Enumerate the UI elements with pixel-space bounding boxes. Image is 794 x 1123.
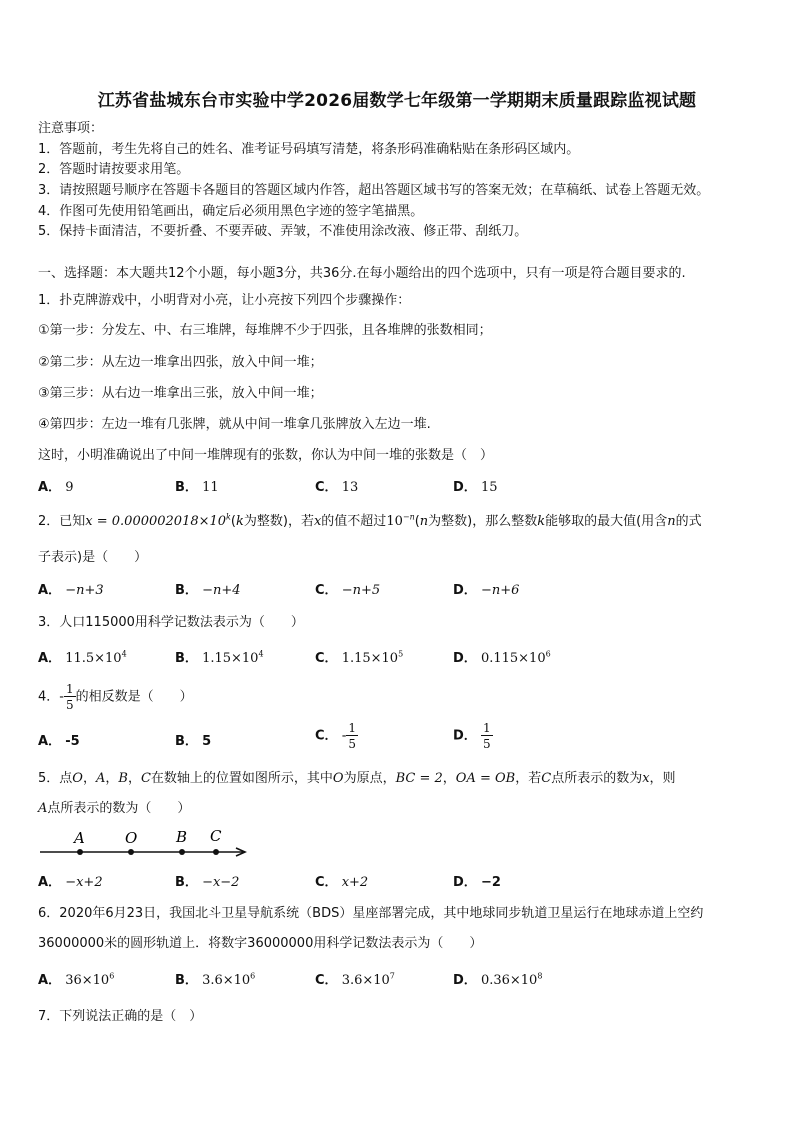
- question-2-option-b: B． −n+4: [175, 583, 241, 598]
- note-item: 4．作图可先使用铅笔画出，确定后必须用黑色字迹的签字笔描黑。: [38, 204, 424, 219]
- note-item: 3．请按照题号顺序在答题卡各题目的答题区域内作答，超出答题区域书写的答案无效；在草稿纸、试卷上答题无效。: [38, 183, 710, 198]
- question-2-option-c: C． −n+5: [315, 583, 381, 598]
- note-item: 5．保持卡面清洁，不要折叠、不要弄破、弄皱，不准使用涂改液、修正带、刮纸刀。: [38, 224, 528, 239]
- notes-heading: 注意事项：: [38, 121, 104, 136]
- question-5-stem-cont: A点所表示的数为（ ）: [38, 801, 191, 816]
- question-4-stem: 4．- $\frac{1}{5}$ 的相反数是（ ）: [38, 682, 193, 712]
- question-1-step: ②第二步：从左边一堆拿出四张，放入中间一堆；: [38, 355, 323, 370]
- point-a-label: A: [74, 829, 85, 847]
- question-6-stem-cont: 36000000米的圆形轨道上．将数字36000000用科学记数法表示为（ ）: [38, 936, 483, 951]
- question-6-option-c: C． $3.6\times 10^7$: [315, 971, 395, 988]
- question-2-stem-cont: 子表示)是（ ）: [38, 550, 148, 565]
- question-5-option-d: D． −2: [453, 875, 501, 890]
- question-3-option-a: A． $11.5\times 10^4$: [38, 649, 127, 666]
- question-1-option-a: A． 9: [38, 480, 74, 495]
- question-4-option-a: A． -5: [38, 734, 80, 749]
- question-6-option-b: B． $3.6\times 10^6$: [175, 971, 256, 988]
- question-6-option-a: A． $36\times 10^6$: [38, 971, 115, 988]
- point-c-dot: [213, 849, 219, 855]
- question-4-option-d: D． $\frac{1}{5}$: [453, 721, 491, 751]
- question-2-option-d: D． −n+6: [453, 583, 520, 598]
- question-7-stem: 7．下列说法正确的是（ ）: [38, 1009, 203, 1024]
- question-4-option-b: B． 5: [175, 734, 212, 749]
- question-2-stem: 2．已知$x = 0.000002018\times 10^k(k$为整数)，若x的值不超过$10^{-n}(n$为整数)，那么整数k能够取的最大值(用含n的式: [38, 512, 702, 529]
- point-o-dot: [128, 849, 134, 855]
- section-heading: 一、选择题：本大题共12个小题，每小题3分，共36分.在每小题给出的四个选项中，只有一项是符合题目要求的.: [38, 266, 686, 281]
- question-4-option-c: C． - $\frac{1}{5}$: [315, 721, 357, 751]
- point-a-dot: [77, 849, 83, 855]
- question-5-stem: 5．点O，A，B，C在数轴上的位置如图所示，其中O为原点，BC = 2，OA = OB，若C点所表示的数为x，则: [38, 771, 676, 786]
- question-5-option-a: A． −x+2: [38, 875, 103, 890]
- question-2-option-a: A． −n+3: [38, 583, 104, 598]
- note-item: 1．答题前，考生先将自己的姓名、准考证号码填写清楚，将条形码准确粘贴在条形码区域内。: [38, 142, 580, 157]
- question-1-option-c: C． 13: [315, 480, 359, 495]
- point-o-label: O: [125, 829, 138, 847]
- question-1-option-d: D． 15: [453, 480, 498, 495]
- question-3-option-b: B． $1.15\times 10^4$: [175, 649, 264, 666]
- number-line-figure: [38, 825, 253, 859]
- question-1-step: ③第三步：从右边一堆拿出三张，放入中间一堆；: [38, 386, 323, 401]
- note-item: 2．答题时请按要求用笔。: [38, 162, 190, 177]
- point-c-label: C: [210, 827, 222, 845]
- point-b-dot: [179, 849, 185, 855]
- question-6-stem: 6．2020年6月23日，我国北斗卫星导航系统（BDS）星座部署完成，其中地球同步轨道卫星运行在地球赤道上空约: [38, 906, 704, 921]
- question-1-step: ④第四步：左边一堆有几张牌，就从中间一堆拿几张牌放入左边一堆.: [38, 417, 431, 432]
- question-3-option-c: C． $1.15\times 10^5$: [315, 649, 404, 666]
- point-b-label: B: [176, 828, 188, 846]
- page-title: 江苏省盐城东台市实验中学2026届数学七年级第一学期期末质量跟踪监视试题: [97, 91, 697, 111]
- question-1-stem: 1．扑克牌游戏中，小明背对小亮，让小亮按下列四个步骤操作：: [38, 293, 411, 308]
- question-3-option-d: D． $0.115\times 10^6$: [453, 649, 551, 666]
- question-1-step: ①第一步：分发左、中、右三堆牌，每堆牌不少于四张，且各堆牌的张数相同；: [38, 323, 492, 338]
- fraction: $\frac{1}{5}$: [65, 682, 74, 712]
- question-1-ask: 这时，小明准确说出了中间一堆牌现有的张数，你认为中间一堆的张数是（ ）: [38, 448, 494, 463]
- question-5-option-b: B． −x−2: [175, 875, 240, 890]
- question-5-option-c: C． x+2: [315, 875, 369, 890]
- question-6-option-d: D． $0.36\times 10^8$: [453, 971, 543, 988]
- question-3-stem: 3．人口115000用科学记数法表示为（ ）: [38, 615, 304, 630]
- question-1-option-b: B． 11: [175, 480, 219, 495]
